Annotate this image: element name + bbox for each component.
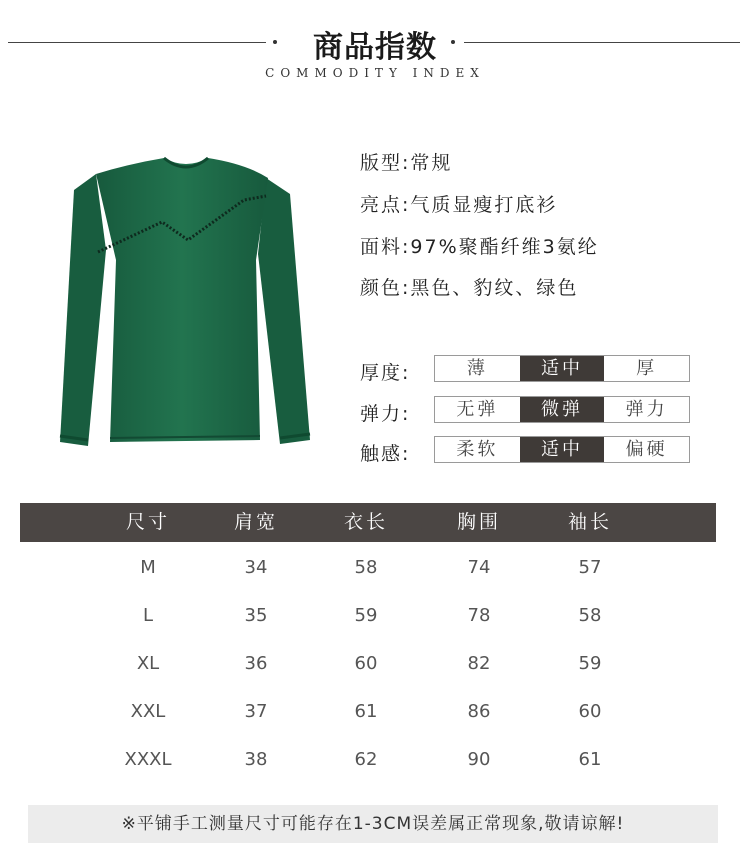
cell: 36 (244, 653, 268, 674)
cell: 74 (467, 557, 491, 578)
cell: 58 (354, 557, 378, 578)
cell: 38 (244, 749, 268, 770)
cell-size-xl: XL (136, 653, 160, 674)
cell: 35 (244, 605, 268, 626)
cell-size-m: M (140, 557, 156, 578)
elasticity-options (434, 396, 690, 423)
option-moderate-selected: 适中 (520, 437, 605, 462)
header-rule-right (464, 42, 740, 43)
size-table-header (20, 503, 716, 542)
cell: 57 (578, 557, 602, 578)
cell: 59 (354, 605, 378, 626)
cell: 61 (354, 701, 378, 722)
option-slight-stretch-selected: 微弹 (520, 397, 605, 422)
cell: 60 (354, 653, 378, 674)
info-highlight: 亮点:气质显瘦打底衫 (360, 194, 558, 216)
option-thin: 薄 (466, 358, 488, 379)
col-size: 尺寸 (125, 511, 170, 533)
col-sleeve: 袖长 (567, 511, 612, 533)
option-stretch: 弹力 (625, 399, 668, 420)
cell: 59 (578, 653, 602, 674)
col-length: 衣长 (343, 511, 388, 533)
page-title: 商品指数 (313, 30, 437, 65)
option-soft: 柔软 (456, 439, 499, 460)
info-color: 颜色:黑色、豹纹、绿色 (360, 277, 579, 299)
measurement-note: ※平铺手工测量尺寸可能存在1-3CM误差属正常现象,敬请谅解! (28, 805, 718, 843)
product-shirt-image (58, 150, 314, 450)
cell: 82 (467, 653, 491, 674)
option-medium-selected: 适中 (520, 356, 605, 381)
option-no-stretch: 无弹 (456, 399, 499, 420)
col-bust: 胸围 (456, 511, 501, 533)
option-thick: 厚 (636, 358, 658, 379)
header-dot-right (451, 40, 455, 44)
cell-size-xxxl: XXXL (124, 749, 172, 770)
col-shoulder: 肩宽 (233, 511, 278, 533)
cell: 86 (467, 701, 491, 722)
cell: 62 (354, 749, 378, 770)
thickness-options (434, 355, 690, 382)
info-fabric: 面料:97%聚酯纤维3氨纶 (360, 236, 599, 258)
cell: 58 (578, 605, 602, 626)
feel-options (434, 436, 690, 463)
cell: 90 (467, 749, 491, 770)
cell: 60 (578, 701, 602, 722)
cell: 61 (578, 749, 602, 770)
info-fit: 版型:常规 (360, 152, 453, 174)
cell: 78 (467, 605, 491, 626)
option-firm: 偏硬 (625, 439, 668, 460)
cell: 37 (244, 701, 268, 722)
cell-size-l: L (142, 605, 154, 626)
cell: 34 (244, 557, 268, 578)
cell-size-xxl: XXL (130, 701, 166, 722)
page-subtitle: COMMODITY INDEX (265, 66, 485, 80)
